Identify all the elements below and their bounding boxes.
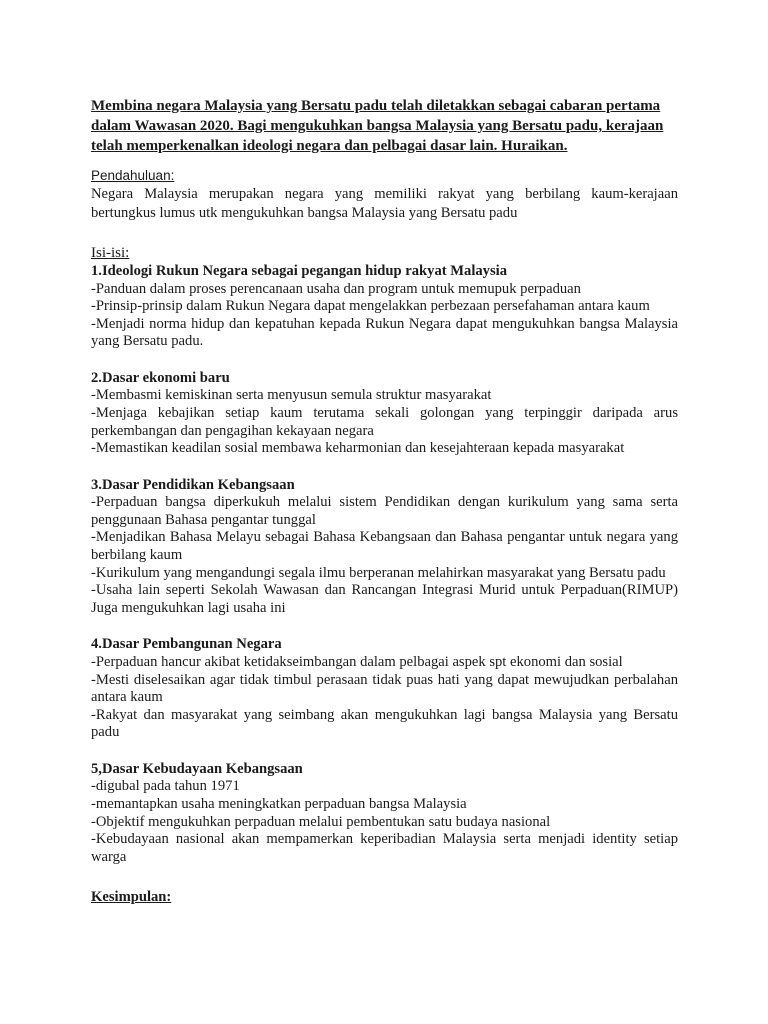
section-dasar-ekonomi-baru [91, 369, 678, 458]
section-title: 4.Dasar Pembangunan Negara [91, 636, 282, 653]
section-point: -Objektif mengukuhkan perpaduan melalui pembentukan satu budaya nasional [91, 813, 551, 830]
title-line: telah memperkenalkan ideologi negara dan pelbagai dasar lain. Huraikan. [91, 138, 568, 154]
section-title: 3.Dasar Pendidikan Kebangsaan [91, 476, 295, 493]
section-point: -Kebudayaan nasional akan mempamerkan keperibadian Malaysia serta menjadi identity setiap warga [91, 831, 678, 865]
section-point: -Menjadikan Bahasa Melayu sebagai Bahasa Kebangsaan dan Bahasa pengantar untuk negara yang berbilang kaum [91, 529, 678, 564]
section-point: -Menjadi norma hidup dan kepatuhan kepada Rukun Negara dapat mengukuhkan bangsa Malaysia yang Bersatu padu. [91, 315, 678, 350]
section-dasar-pembangunan [91, 635, 678, 741]
section-point: -Usaha lain seperti Sekolah Wawasan dan Rancangan Integrasi Murid untuk Perpaduan(RIMUP) Juga mengukuhkan lagi usaha ini [91, 582, 678, 616]
section-rukun-negara [91, 262, 678, 351]
question-title [91, 96, 678, 156]
section-point: -digubal pada tahun 1971 [91, 778, 240, 795]
title-line: dalam Wawasan 2020. Bagi mengukuhkan bangsa Malaysia yang Bersatu padu, kerajaan [91, 118, 664, 134]
section-title: 5,Dasar Kebudayaan Kebangsaan [91, 760, 303, 777]
section-dasar-pendidikan [91, 476, 678, 618]
section-point: -Rakyat dan masyarakat yang seimbang akan mengukuhkan lagi bangsa Malaysia yang Bersatu padu [91, 706, 678, 741]
conclusion-heading: Kesimpulan: [91, 889, 172, 906]
section-point: -Memastikan keadilan sosial membawa keharmonian dan kesejahteraan kepada masyarakat [91, 440, 625, 457]
section-point: -Prinsip-prinsip dalam Rukun Negara dapat mengelakkan perbezaan persefahaman antara kaum [91, 298, 650, 315]
intro-heading: Pendahuluan: [91, 168, 175, 183]
title-line: Membina negara Malaysia yang Bersatu padu telah diletakkan sebagai cabaran pertama [91, 98, 661, 114]
section-title: 1.Ideologi Rukun Negara sebagai pegangan hidup rakyat Malaysia [91, 263, 507, 279]
section-point: -Panduan dalam proses perencanaan usaha dan program untuk memupuk perpaduan [91, 280, 581, 297]
section-title: 2.Dasar ekonomi baru [91, 369, 230, 386]
section-dasar-kebudayaan [91, 760, 678, 866]
section-point: -memantapkan usaha meningkatkan perpaduan bangsa Malaysia [91, 795, 467, 812]
intro-paragraph: Negara Malaysia merupakan negara yang memiliki rakyat yang berbilang kaum-kerajaan bertungkus lumus utk mengukuhkan bangsa Malaysia yang Bersatu padu [91, 186, 678, 221]
section-point: -Perpaduan hancur akibat ketidakseimbangan dalam pelbagai aspek spt ekonomi dan sosial [91, 653, 623, 670]
section-point: -Membasmi kemiskinan serta menyusun semula struktur masyarakat [91, 387, 492, 404]
section-point: -Kurikulum yang mengandungi segala ilmu berperanan melahirkan masyarakat yang Bersatu padu [91, 564, 666, 581]
section-point: -Perpaduan bangsa diperkukuh melalui sistem Pendidikan dengan kurikulum yang sama serta penggunaan Bahasa pengantar tunggal [91, 494, 678, 528]
body-heading: Isi-isi: [91, 245, 130, 261]
section-point: -Menjaga kebajikan setiap kaum terutama sekali golongan yang terpinggir daripada arus perkembangan dan pengagihan kekayaan negara [91, 404, 678, 439]
section-point: -Mesti diselesaikan agar tidak timbul perasaan tidak puas hati yang dapat mewujudkan perbalahan antara kaum [91, 671, 678, 706]
